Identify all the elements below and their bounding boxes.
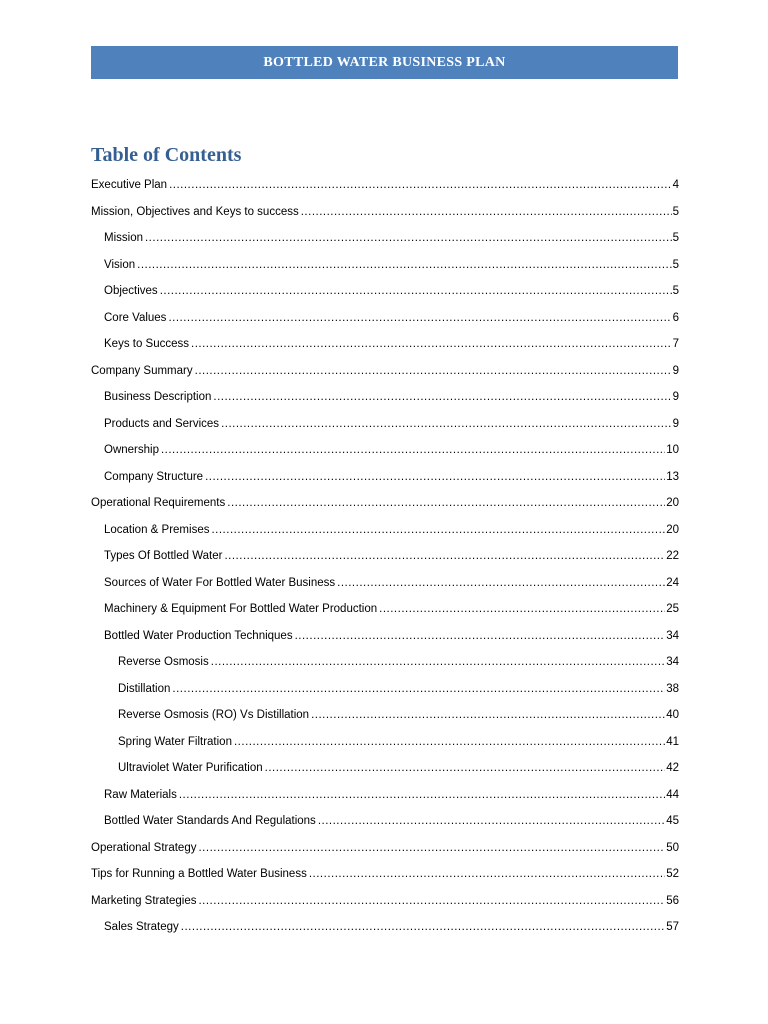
toc-page-number[interactable]: 41	[666, 735, 679, 748]
toc-entry-title[interactable]: Sales Strategy	[104, 921, 179, 934]
toc-page-number[interactable]: 44	[666, 788, 679, 801]
dot-leader	[179, 788, 665, 802]
document-title: BOTTLED WATER BUSINESS PLAN	[263, 54, 506, 70]
toc-page-number[interactable]: 50	[666, 841, 679, 854]
toc-entry-title[interactable]: Distillation	[118, 682, 171, 695]
dot-leader	[221, 417, 672, 431]
toc-entry-title[interactable]: Reverse Osmosis	[118, 656, 209, 669]
toc-entry-title[interactable]: Tips for Running a Bottled Water Business	[91, 868, 307, 881]
toc-entry-title[interactable]: Ownership	[104, 444, 159, 457]
toc-entry[interactable]	[91, 782, 679, 809]
toc-page-number[interactable]: 42	[666, 762, 679, 775]
dot-leader	[211, 523, 665, 537]
toc-page-number[interactable]: 45	[666, 815, 679, 828]
toc-entry-title[interactable]: Executive Plan	[91, 179, 168, 192]
toc-entry-title[interactable]: Business Description	[104, 391, 212, 404]
toc-page-number[interactable]: 20	[666, 523, 679, 536]
toc-page-number[interactable]: 56	[666, 894, 679, 907]
toc-entry[interactable]	[91, 411, 679, 438]
toc-entry-title[interactable]: Location & Premises	[104, 523, 210, 536]
toc-entry[interactable]	[91, 755, 679, 782]
toc-entry-title[interactable]: Spring Water Filtration	[118, 735, 232, 748]
dot-leader	[311, 708, 665, 722]
toc-page-number[interactable]: 9	[672, 364, 679, 377]
toc-entry[interactable]	[91, 225, 679, 252]
toc-entry[interactable]	[91, 888, 679, 915]
dot-leader	[169, 178, 672, 192]
toc-entry[interactable]	[91, 358, 679, 385]
toc-entry[interactable]	[91, 649, 679, 676]
toc-entry-title[interactable]: Bottled Water Standards And Regulations	[104, 815, 316, 828]
toc-entry[interactable]	[91, 914, 679, 941]
toc-page-number[interactable]: 9	[672, 391, 679, 404]
toc-entry-title[interactable]: Mission, Objectives and Keys to success	[91, 205, 299, 218]
dot-leader	[295, 629, 666, 643]
toc-entry-title[interactable]: Vision	[104, 258, 136, 271]
header-bar	[91, 46, 678, 79]
toc-entry-title[interactable]: Machinery & Equipment For Bottled Water Production	[104, 603, 378, 616]
dot-leader	[137, 258, 671, 272]
toc-entry[interactable]	[91, 305, 679, 332]
toc-page-number[interactable]: 9	[672, 417, 679, 430]
toc-entry-title[interactable]: Company Summary	[91, 364, 193, 377]
toc-page-number[interactable]: 20	[666, 497, 679, 510]
toc-entry[interactable]	[91, 596, 679, 623]
toc-page-number[interactable]: 34	[666, 629, 679, 642]
toc-page-number[interactable]: 5	[672, 232, 679, 245]
toc-entry-title[interactable]: Mission	[104, 232, 143, 245]
toc-heading: Table of Contents	[91, 144, 242, 166]
dot-leader	[198, 894, 665, 908]
dot-leader	[160, 284, 672, 298]
dot-leader	[161, 443, 665, 457]
toc-entry-title[interactable]: Reverse Osmosis (RO) Vs Distillation	[118, 709, 310, 722]
toc-page-number[interactable]: 13	[666, 470, 679, 483]
toc-entry-title[interactable]: Company Structure	[104, 470, 204, 483]
toc-entry-title[interactable]: Bottled Water Production Techniques	[104, 629, 293, 642]
dot-leader	[318, 814, 665, 828]
toc-entry[interactable]	[91, 331, 679, 358]
toc-entry[interactable]	[91, 570, 679, 597]
toc-entry-title[interactable]: Products and Services	[104, 417, 220, 430]
toc-entry[interactable]	[91, 172, 679, 199]
toc-page-number[interactable]: 5	[672, 285, 679, 298]
toc-entry[interactable]	[91, 835, 679, 862]
dot-leader	[168, 311, 671, 325]
toc-entry[interactable]	[91, 517, 679, 544]
toc-page-number[interactable]: 10	[666, 444, 679, 457]
toc-entry-title[interactable]: Operational Strategy	[91, 841, 197, 854]
toc-entry-title[interactable]: Marketing Strategies	[91, 894, 197, 907]
toc-entry-title[interactable]: Operational Requirements	[91, 497, 226, 510]
toc-entry[interactable]	[91, 252, 679, 279]
dot-leader	[213, 390, 671, 404]
toc-entry-title[interactable]: Types Of Bottled Water	[104, 550, 223, 563]
toc-entry[interactable]	[91, 623, 679, 650]
toc-entry-title[interactable]: Raw Materials	[104, 788, 177, 801]
toc-entry-title[interactable]: Core Values	[104, 311, 167, 324]
toc-entry[interactable]	[91, 861, 679, 888]
dot-leader	[224, 549, 665, 563]
dot-leader	[205, 470, 665, 484]
dot-leader	[198, 841, 665, 855]
toc-entry[interactable]	[91, 676, 679, 703]
toc-page-number[interactable]: 57	[666, 921, 679, 934]
toc-entry[interactable]	[91, 278, 679, 305]
toc-entry-title[interactable]: Objectives	[104, 285, 158, 298]
toc-entry[interactable]	[91, 808, 679, 835]
dot-leader	[191, 337, 672, 351]
toc-page-number[interactable]: 24	[666, 576, 679, 589]
toc-list	[91, 172, 679, 941]
toc-entry[interactable]	[91, 729, 679, 756]
toc-page-number[interactable]: 5	[672, 258, 679, 271]
dot-leader	[379, 602, 665, 616]
dot-leader	[211, 655, 665, 669]
toc-page-number[interactable]: 5	[672, 205, 679, 218]
toc-page-number[interactable]: 4	[672, 179, 679, 192]
toc-page-number[interactable]: 7	[672, 338, 679, 351]
toc-entry[interactable]	[91, 464, 679, 491]
dot-leader	[309, 867, 665, 881]
dot-leader	[301, 205, 672, 219]
toc-entry-title[interactable]: Sources of Water For Bottled Water Business	[104, 576, 336, 589]
toc-entry[interactable]	[91, 543, 679, 570]
toc-page-number[interactable]: 40	[666, 709, 679, 722]
dot-leader	[181, 920, 665, 934]
toc-page-number[interactable]: 52	[666, 868, 679, 881]
toc-entry[interactable]	[91, 702, 679, 729]
toc-entry[interactable]	[91, 384, 679, 411]
dot-leader	[234, 735, 665, 749]
dot-leader	[227, 496, 665, 510]
dot-leader	[145, 231, 672, 245]
toc-entry[interactable]	[91, 437, 679, 464]
toc-entry[interactable]	[91, 199, 679, 226]
dot-leader	[265, 761, 666, 775]
toc-entry[interactable]	[91, 490, 679, 517]
toc-page-number[interactable]: 22	[666, 550, 679, 563]
toc-entry-title[interactable]: Keys to Success	[104, 338, 190, 351]
toc-page-number[interactable]: 38	[666, 682, 679, 695]
toc-page-number[interactable]: 25	[666, 603, 679, 616]
dot-leader	[337, 576, 665, 590]
toc-page-number[interactable]: 6	[672, 311, 679, 324]
toc-entry-title[interactable]: Ultraviolet Water Purification	[118, 762, 263, 775]
toc-page-number[interactable]: 34	[666, 656, 679, 669]
dot-leader	[172, 682, 665, 696]
dot-leader	[195, 364, 672, 378]
